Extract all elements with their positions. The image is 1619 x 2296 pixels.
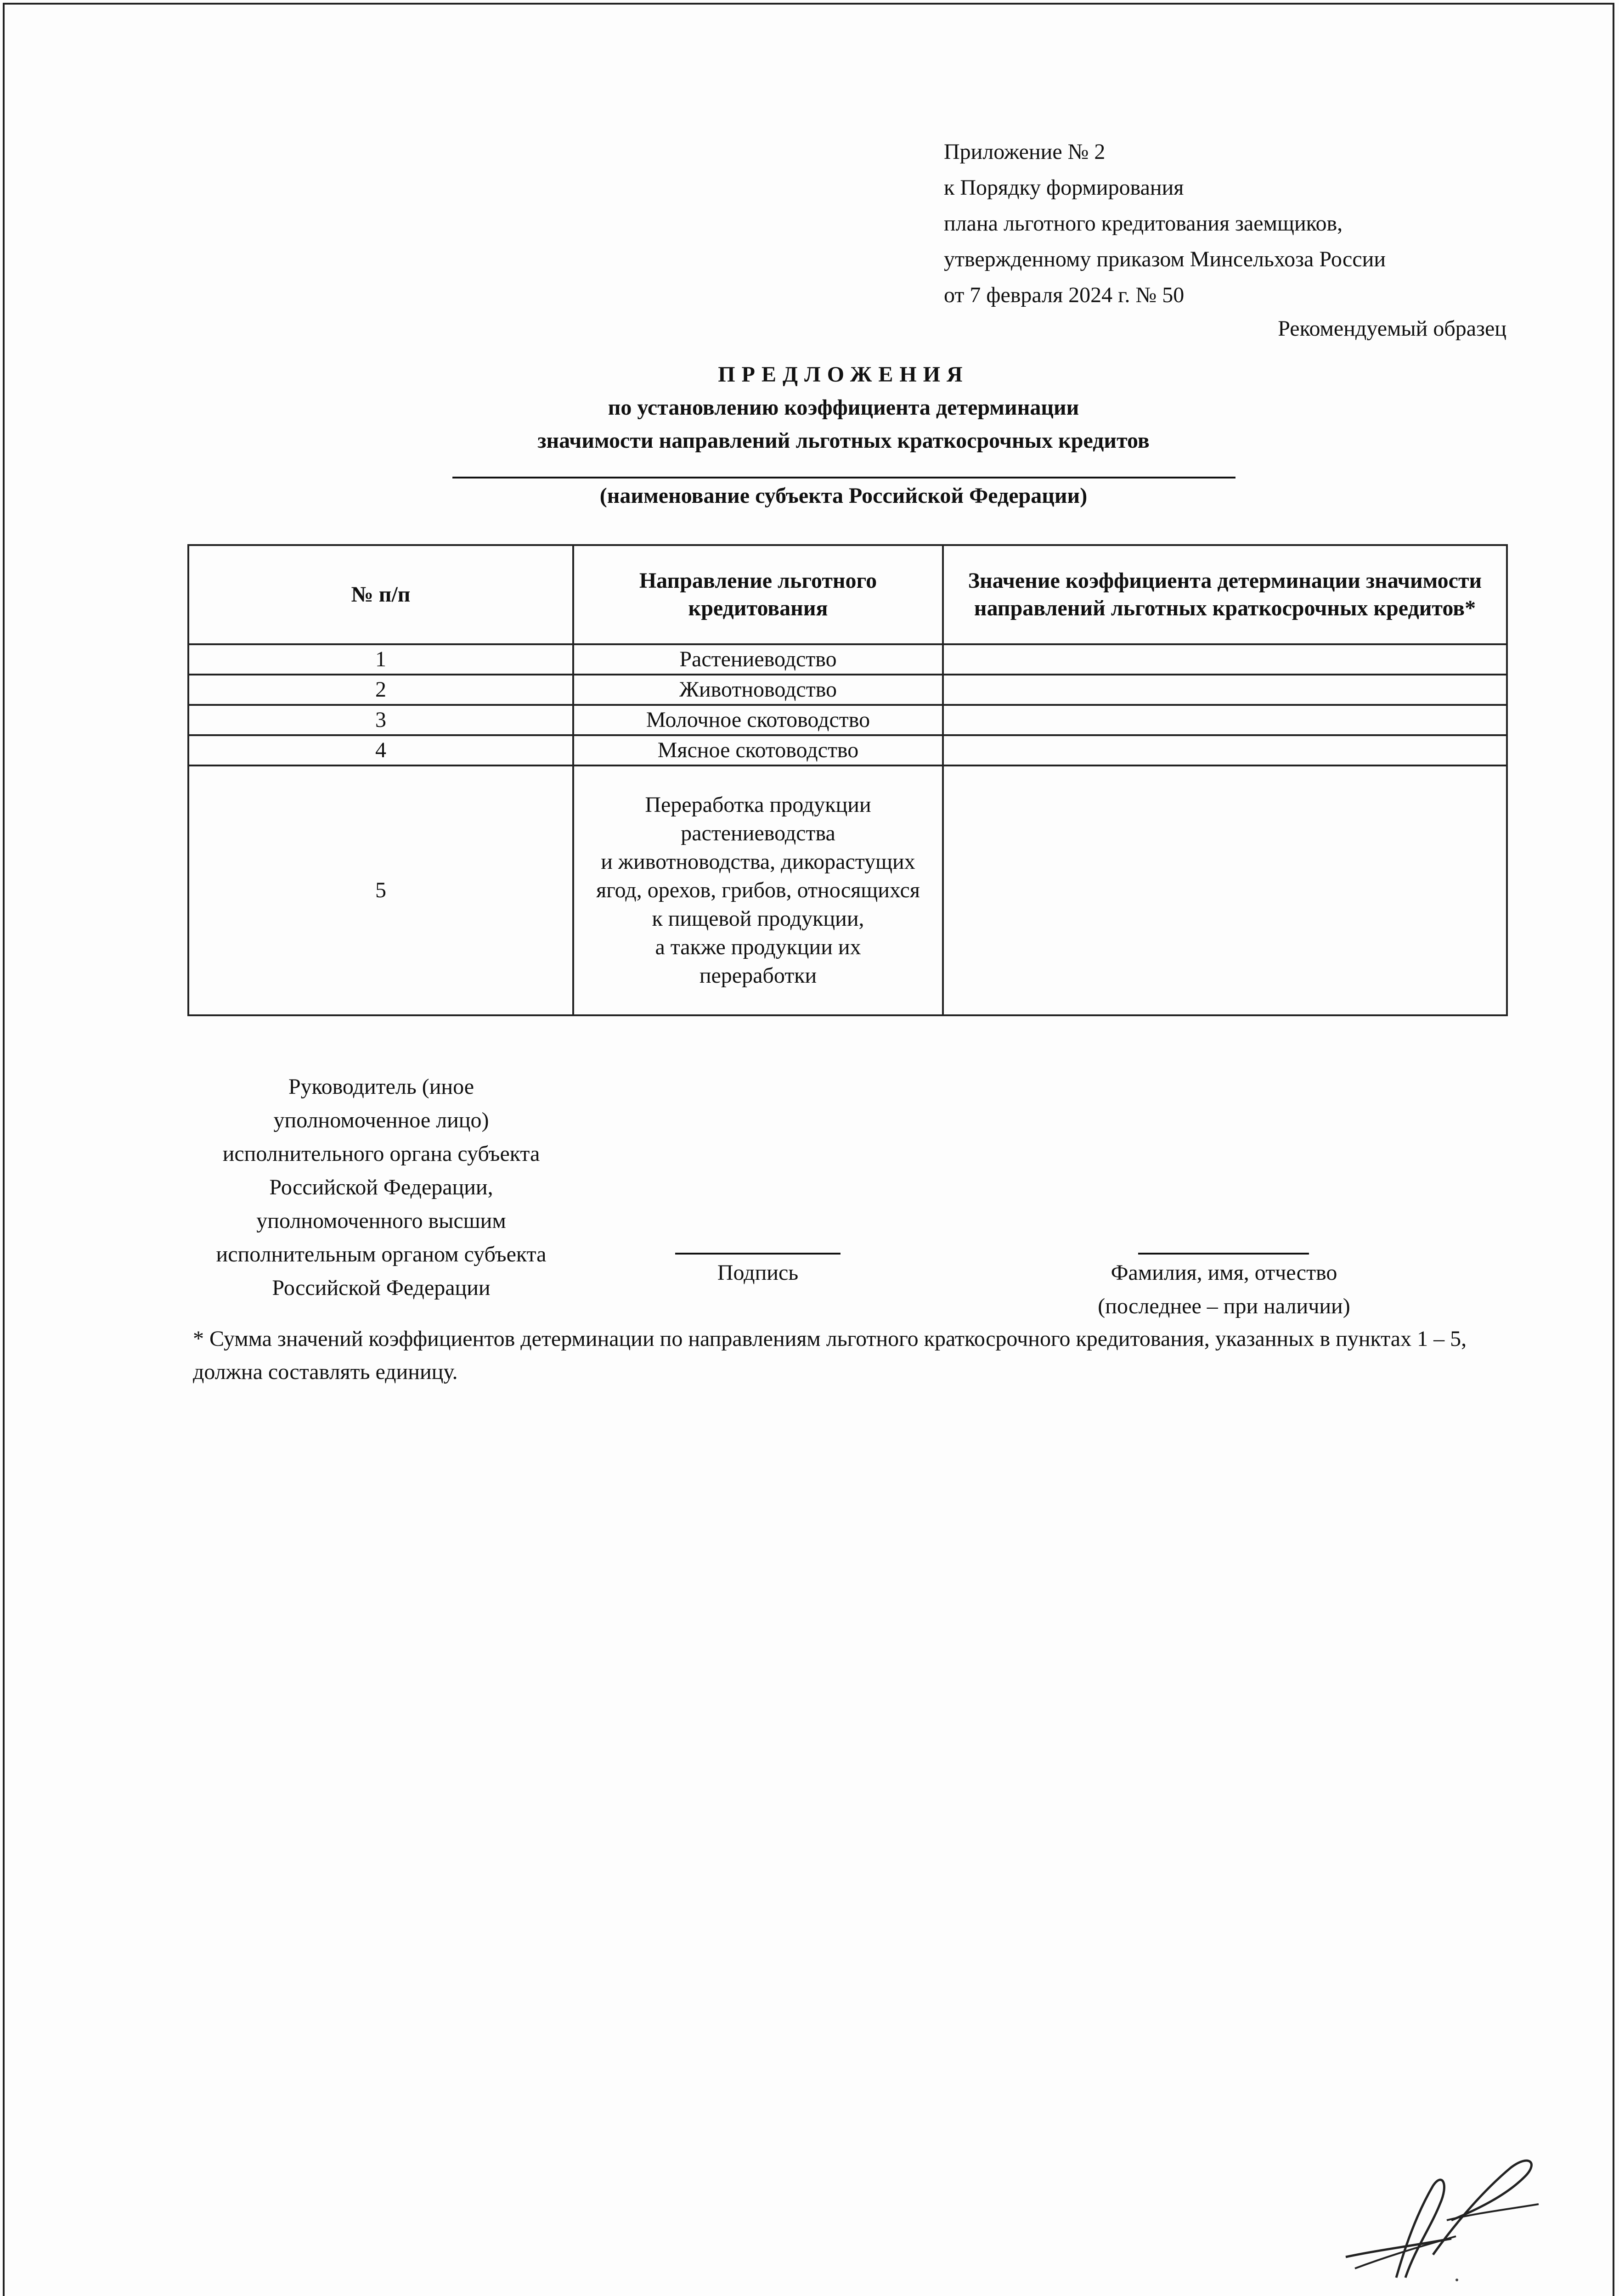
signature-field-line[interactable] [675,1253,841,1255]
annex-line: Приложение № 2 [944,140,1106,164]
row-num: 2 [188,675,573,705]
row-value[interactable] [943,765,1507,1015]
direction-line: и животноводства, дикорастущих [601,850,915,874]
row-direction: Растениеводство [573,644,943,675]
row-direction: Молочное скотоводство [573,705,943,735]
signer-line: Руководитель (иное [288,1075,474,1099]
row-direction: Мясное скотоводство [573,735,943,765]
name-field-line[interactable] [1138,1253,1309,1255]
subject-name-line [452,477,1235,478]
name-caption-line: (последнее – при наличии) [1098,1294,1350,1318]
name-caption-line: Фамилия, имя, отчество [1111,1261,1337,1285]
annex-line: утвержденному приказом Минсельхоза России [944,247,1386,271]
subject-caption: (наименование субъекта Российской Федерации) [599,484,1088,508]
signer-title [179,1070,583,1305]
document-title [0,358,1619,457]
header-direction: Направление льготного кредитования [573,545,943,644]
header-value: Значение коэффициента детерминации значимости направлений льготных краткосрочных кредитов* [943,545,1507,644]
table-row [188,735,1507,765]
signer-line: Российской Федерации [272,1276,491,1300]
signer-line: исполнительным органом субъекта [216,1242,547,1266]
table-row [188,705,1507,735]
name-caption [1056,1256,1392,1323]
row-value[interactable] [943,705,1507,735]
direction-line: переработки [699,963,817,988]
sample-label: Рекомендуемый образец [1278,316,1506,341]
row-direction: Животноводство [573,675,943,705]
title-line: значимости направлений льготных краткосрочных кредитов [537,428,1150,453]
row-value[interactable] [943,675,1507,705]
signer-line: Российской Федерации, [269,1175,493,1199]
annex-block [944,134,1386,313]
footnote: * Сумма значений коэффициентов детерминации по направлениям льготного краткосрочного кредитования, указанных в пунктах 1 – 5, должна составлять единицу. [193,1327,1467,1384]
row-value[interactable] [943,735,1507,765]
header-num: № п/п [188,545,573,644]
row-num: 4 [188,735,573,765]
table-row [188,765,1507,1015]
annex-line: плана льготного кредитования заемщиков, [944,211,1343,236]
row-num: 5 [188,765,573,1015]
row-num: 3 [188,705,573,735]
row-value[interactable] [943,644,1507,675]
handwritten-signature [1337,2140,1543,2287]
table-row [188,644,1507,675]
proposals-table [187,544,1508,1016]
title-main: ПРЕДЛОЖЕНИЯ [718,362,969,387]
title-line: по установлению коэффициента детерминации [608,395,1079,420]
signer-line: уполномоченное лицо) [273,1108,489,1132]
direction-line: а также продукции их [655,935,861,959]
direction-line: растениеводства [681,821,835,845]
signature-caption: Подпись [717,1261,799,1285]
table-row [188,675,1507,705]
table-header-row [188,545,1507,644]
direction-line: к пищевой продукции, [652,906,864,931]
direction-line: ягод, орехов, грибов, относящихся [596,878,920,902]
annex-line: к Порядку формирования [944,175,1184,200]
signer-line: исполнительного органа субъекта [222,1142,540,1166]
signer-line: уполномоченного высшим [256,1209,506,1233]
row-direction [573,765,943,1015]
row-num: 1 [188,644,573,675]
annex-line: от 7 февраля 2024 г. № 50 [944,283,1185,307]
direction-line: Переработка продукции [645,793,871,817]
